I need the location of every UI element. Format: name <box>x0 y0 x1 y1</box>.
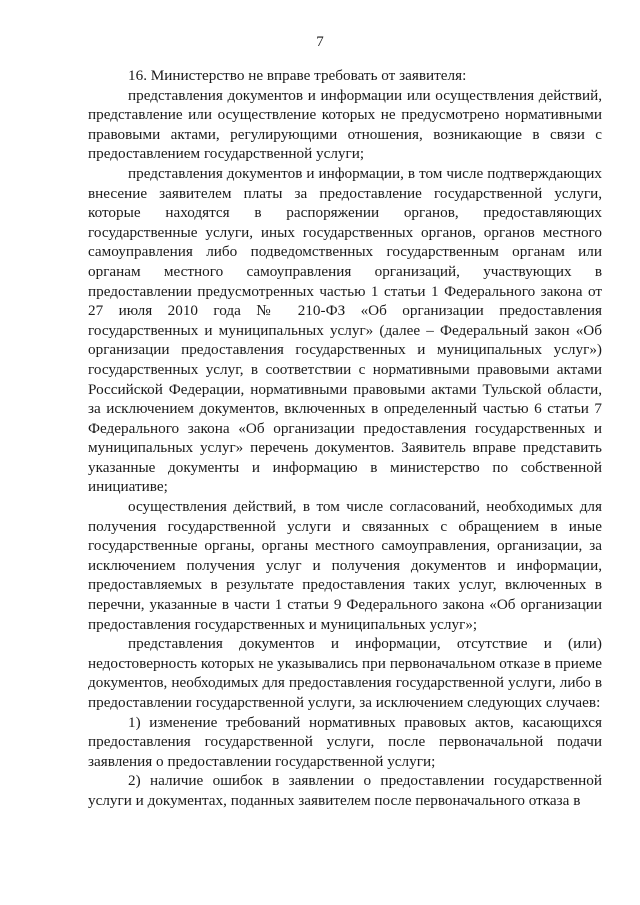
page-number: 7 <box>316 34 324 50</box>
paragraph-3: осуществления действий, в том числе согласований, необходимых для получения государственной услуги и связанных с обращением в иные государственные органы, органы местного самоуправления, организации, за исключением получения услуг и получения документов и информации, предоставляемых в результате предоставления таких услуг, включенных в перечни, указанные в части 1 статьи 9 Федерального закона «Об организации предоставления государственных и муниципальных услуг»; <box>88 498 602 633</box>
list-item-1: 1) изменение требований нормативных правовых актов, касающихся предоставления государственной услуги, после первоначальной подачи заявления о предоставлении государственной услуги; <box>88 713 602 770</box>
paragraph-1: представления документов и информации или осуществления действий, представление или осуществление которых не предусмотрено нормативными правовыми актами, регулирующими отношения, возникающие в связи с предоставлением государственной услуги; <box>88 86 602 163</box>
paragraph-4: представления документов и информации, отсутствие и (или) недостоверность которых не указывались при первоначальном отказе в приеме документов, необходимых для предоставления государственной услуги, либо в предоставлении государственной услуги, за исключением следующих случаев: <box>88 635 602 711</box>
document-body <box>88 66 602 811</box>
section-heading: 16. Министерство не вправе требовать от заявителя: <box>128 67 467 84</box>
paragraph-2: представления документов и информации, в том числе подтверждающих внесение заявителем платы за предоставление государственной услуги, которые находятся в распоряжении органов, предоставляющих государственные услуги, иных государственных органов, органов местного самоуправления либо подведомственных государственным органам или органам местного самоуправления организаций, участвующих в предоставлении предусмотренных частью 1 статьи 1 Федерального закона от 27 июля 2010 года № 210-ФЗ «Об организации предоставления государственных и муниципальных услуг» (далее – Федеральный закон «Об организации предоставления государственных и муниципальных услуг») государственных услуг, в соответствии с нормативными правовыми актами Российской Федерации, нормативными правовыми актами Тульской области, за исключением документов, включенных в определенный частью 6 статьи 7 Федерального закона «Об организации предоставления государственных и муниципальных услуг» перечень документов. Заявитель вправе представить указанные документы и информацию в министерство по собственной инициативе; <box>88 164 602 496</box>
list-item-2: 2) наличие ошибок в заявлении о предоставлении государственной услуги и документах, поданных заявителем после первоначального отказа в <box>88 772 602 809</box>
